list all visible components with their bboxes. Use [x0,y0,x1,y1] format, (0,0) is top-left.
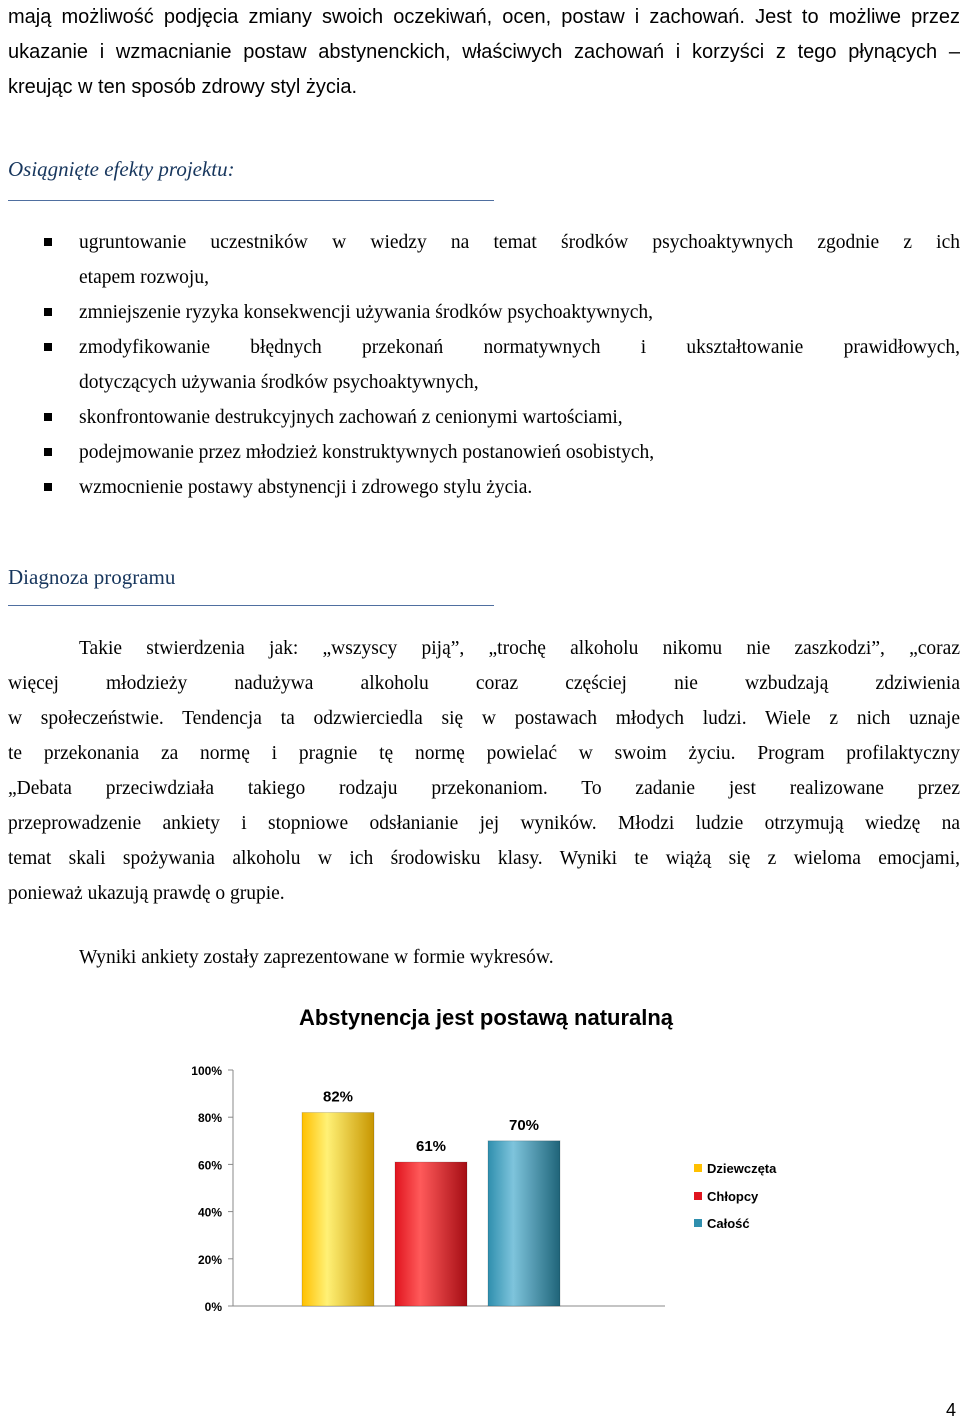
list-item-line: etapem rozwoju, [79,267,209,288]
y-tick-label: 0% [204,1300,222,1314]
chart-title: Abstynencja jest postawą naturalną [298,1005,674,1030]
list-item-line: dotyczących używania środków psychoaktywnych, [79,372,479,393]
list-item-line: zmodyfikowanie błędnych przekonań normatywnych i ukształtowanie prawidłowych, [79,337,960,358]
bar-2 [395,1162,467,1306]
paragraph-line: przeprowadzenie ankiety i stopniowe odsłanianie jej wyników. Młodzi ludzie otrzymują wiedzę na [8,813,960,834]
legend-swatch [694,1192,702,1200]
paragraph-line: ponieważ ukazują prawdę o grupie. [8,883,285,904]
bar-3 [488,1141,560,1306]
list-item-line: skonfrontowanie destrukcyjnych zachowań z cenionymi wartościami, [79,407,623,428]
bar-1 [302,1112,374,1306]
legend-swatch [694,1164,702,1172]
list-item-line: wzmocnienie postawy abstynencji i zdrowego stylu życia. [79,477,533,498]
paragraph-line: więcej młodzieży nadużywa alkoholu coraz częściej nie wzbudzają zdziwienia [8,673,960,694]
bar-data-label: 82% [322,1088,354,1106]
page-number: 4 [945,1400,956,1420]
intro-line: kreując w ten sposób zdrowy styl życia. [8,76,358,98]
list-item-line: zmniejszenie ryzyka konsekwencji używania środków psychoaktywnych, [79,302,653,323]
list-item-line: podejmowanie przez młodzież konstruktywnych postanowień osobistych, [79,442,655,463]
paragraph-line: Takie stwierdzenia jak: „wszyscy piją”, „trochę alkoholu nikomu nie zaszkodzi”, „coraz [79,638,960,659]
intro-line: ukazanie i wzmacnianie postaw abstynenckich, właściwych zachowań i korzyści z tego płynących – [8,41,960,63]
paragraph-line: te przekonania za normę i pragnie tę normę powielać w swoim życiu. Program profilaktyczny [8,743,960,764]
legend-label: Chłopcy [707,1189,759,1204]
legend-swatch [694,1219,702,1227]
bar-data-label: 61% [415,1138,447,1156]
y-tick-label: 60% [197,1158,222,1173]
y-tick-label: 40% [197,1205,222,1220]
section-heading-diagnosis: Diagnoza programu [8,565,176,589]
legend-label: Dziewczęta [707,1161,777,1176]
paragraph-line: „Debata przeciwdziała takiego rodzaju przekonaniom. To zadanie jest realizowane przez [8,778,960,799]
intro-line: mają możliwość podjęcia zmiany swoich oczekiwań, ocen, postaw i zachowań. Jest to możliwe przez [8,6,960,28]
paragraph-line: w społeczeństwie. Tendencja ta odzwierciedla się w postawach młodych ludzi. Wiele z nich uznaje [8,708,960,729]
y-tick-label: 20% [197,1252,222,1267]
y-tick-label: 100% [191,1064,222,1078]
section-heading-effects: Osiągnięte efekty projektu: [8,157,235,181]
legend-label: Całość [707,1216,750,1231]
results-intro-line: Wyniki ankiety zostały zaprezentowane w formie wykresów. [79,947,554,968]
list-item-line: ugruntowanie uczestników w wiedzy na temat środków psychoaktywnych zgodnie z ich [79,232,960,253]
bar-data-label: 70% [508,1116,540,1134]
y-tick-label: 80% [197,1111,222,1126]
paragraph-line: temat skali spożywania alkoholu w ich środowisku klasy. Wyniki te wiążą się z wieloma emocjami, [8,848,960,869]
